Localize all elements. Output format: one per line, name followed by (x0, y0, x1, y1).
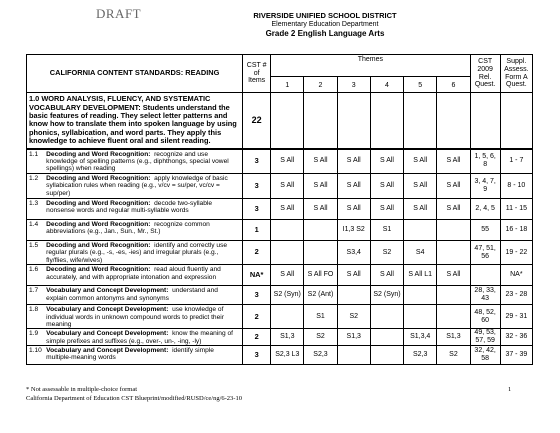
theme-cell: S All (271, 149, 304, 174)
suppl-assess-questions: NA* (500, 265, 532, 286)
table-header-row (27, 55, 533, 77)
theme-cell (271, 305, 304, 329)
theme-cell: S All (271, 265, 304, 286)
theme-cell (437, 286, 470, 305)
standards-table (26, 54, 533, 365)
empty-cell (271, 93, 304, 149)
standard-id: 1.9 (27, 329, 45, 346)
course-title: Grade 2 English Language Arts (265, 28, 385, 38)
suppl-assess-questions: 23 - 28 (500, 286, 532, 305)
theme-cell: S All (271, 199, 304, 220)
cst-item-count: 2 (243, 241, 271, 265)
theme-number: 2 (304, 77, 337, 93)
section-item-count: 22 (243, 93, 271, 149)
empty-cell (304, 93, 337, 149)
suppl-assess-questions: 29 - 31 (500, 305, 532, 329)
empty-cell (404, 93, 437, 149)
standard-text: know the meaning of simple prefixes and suffixes (e.g., over-, un-, -ing, -ly) (46, 330, 233, 345)
standard-row (27, 241, 533, 265)
theme-cell: S All (437, 149, 470, 174)
theme-cell: S All (271, 174, 304, 199)
empty-cell (437, 93, 470, 149)
cst-item-count: 3 (243, 346, 271, 365)
theme-cell (370, 329, 403, 346)
theme-cell: S2,3 (404, 346, 437, 365)
standard-row (27, 329, 533, 346)
theme-cell: S All L1 (404, 265, 437, 286)
standard-id: 1.3 (27, 199, 45, 220)
theme-cell (404, 220, 437, 241)
standard-row (27, 199, 533, 220)
cst-items-header: CST # of Items (243, 55, 271, 93)
cst-2009-questions: 28, 33, 43 (470, 286, 500, 305)
standard-strand: Vocabulary and Concept Development: (46, 306, 169, 314)
standard-strand: Vocabulary and Concept Development: (46, 287, 169, 295)
suppl-assess-questions: 11 - 15 (500, 199, 532, 220)
theme-number: 1 (271, 77, 304, 93)
empty-cell (370, 93, 403, 149)
standard-description (44, 329, 242, 346)
table-title: CALIFORNIA CONTENT STANDARDS: READING (27, 55, 243, 93)
cst-2009-questions: 32, 42, 58 (470, 346, 500, 365)
standard-id: 1.1 (27, 149, 45, 174)
theme-cell: S2 (Ant) (304, 286, 337, 305)
standard-text: decode two-syllable nonsense words and regular multi-syllable words (46, 200, 213, 215)
district-name: RIVERSIDE UNIFIED SCHOOL DISTRICT (253, 11, 397, 20)
theme-cell (337, 286, 370, 305)
footer-source: California Department of Education CST Blueprint/modified/RUSD/ce/ng/6-23-10 (26, 395, 242, 402)
standard-text: identify simple multiple-meaning words (46, 347, 214, 362)
draft-watermark: DRAFT (96, 6, 142, 21)
standard-description (44, 346, 242, 365)
theme-cell: S2 (370, 241, 403, 265)
theme-cell: S All FO (304, 265, 337, 286)
theme-cell (370, 305, 403, 329)
cst-2009-questions: 49, 53, 57, 59 (470, 329, 500, 346)
theme-cell: S All (404, 174, 437, 199)
cst-item-count: 3 (243, 149, 271, 174)
page-number: 1 (508, 386, 512, 393)
theme-cell: S All (437, 199, 470, 220)
theme-cell (271, 220, 304, 241)
standard-row (27, 149, 533, 174)
standard-description (44, 220, 242, 241)
cst-2009-header: CST 2009 Rel. Quest. (470, 55, 500, 93)
theme-cell: S1,3,4 (404, 329, 437, 346)
standard-row (27, 220, 533, 241)
department-name: Elementary Education Department (271, 20, 379, 28)
theme-number: 4 (370, 77, 403, 93)
standard-row (27, 346, 533, 365)
theme-cell: I1,3 S2 (337, 220, 370, 241)
cst-item-count: NA* (243, 265, 271, 286)
cst-2009-questions: 47, 51, 56 (470, 241, 500, 265)
theme-number: 6 (437, 77, 470, 93)
standard-description (44, 305, 242, 329)
suppl-assess-questions: 37 - 39 (500, 346, 532, 365)
standard-description (44, 149, 242, 174)
standard-strand: Decoding and Word Recognition: (46, 175, 151, 182)
suppl-assess-questions: 1 - 7 (500, 149, 532, 174)
suppl-assess-questions: 8 - 10 (500, 174, 532, 199)
empty-cell (470, 93, 500, 149)
empty-cell (337, 93, 370, 149)
theme-cell: S All (337, 174, 370, 199)
standard-row (27, 174, 533, 199)
standard-row (27, 286, 533, 305)
standard-row (27, 305, 533, 329)
cst-2009-questions: 2, 4, 5 (470, 199, 500, 220)
cst-item-count: 3 (243, 286, 271, 305)
theme-cell (404, 286, 437, 305)
standard-strand: Vocabulary and Concept Development: (46, 330, 169, 338)
theme-cell (437, 241, 470, 265)
standard-id: 1.8 (27, 305, 45, 329)
cst-item-count: 2 (243, 329, 271, 346)
theme-cell: S All (337, 265, 370, 286)
standard-text: identify and correctly use regular plurals (e.g., -s, -es, -ies) and irregular plurals (e.g., fly/flies, wife/wives) (46, 242, 228, 264)
theme-number: 3 (337, 77, 370, 93)
standard-text: recognize and use knowledge of spelling patterns (e.g., diphthongs, special vowel spellings) when reading (46, 150, 229, 173)
theme-cell (304, 220, 337, 241)
standard-text: understand and explain common antonyms and synonyms (46, 287, 218, 302)
theme-cell (271, 241, 304, 265)
standard-text: apply knowledge of basic syllabication rules when reading (e.g., v/cv = su/per, vc/cv = sup/per) (46, 175, 228, 197)
standard-description (44, 241, 242, 265)
standard-strand: Decoding and Word Recognition: (46, 150, 151, 158)
theme-cell (304, 241, 337, 265)
standard-strand: Vocabulary and Concept Development: (46, 347, 169, 354)
standard-strand: Decoding and Word Recognition: (46, 221, 151, 228)
theme-cell: S2 (Syn) (370, 286, 403, 305)
standard-description (44, 286, 242, 305)
theme-cell: S1 (370, 220, 403, 241)
cst-2009-questions: 3, 4, 7, 9 (470, 174, 500, 199)
theme-cell: S1,3 (437, 329, 470, 346)
standard-id: 1.10 (27, 346, 45, 365)
cst-item-count: 2 (243, 305, 271, 329)
theme-cell: S All (437, 174, 470, 199)
standard-strand: Decoding and Word Recognition: (46, 200, 151, 207)
standard-description (44, 265, 242, 286)
theme-cell: S2 (437, 346, 470, 365)
standard-text: use knowledge of individual words in unknown compound words to predict their meaning (46, 306, 224, 328)
cst-2009-questions: 1, 5, 6, 8 (470, 149, 500, 174)
theme-cell (437, 305, 470, 329)
suppl-assess-header: Suppl. Assess. Form A Quest. (500, 55, 532, 93)
cst-2009-questions: 55 (470, 220, 500, 241)
themes-header: Themes (271, 55, 470, 77)
standard-row (27, 265, 533, 286)
suppl-assess-questions: 19 - 22 (500, 241, 532, 265)
theme-cell (337, 346, 370, 365)
theme-cell (437, 220, 470, 241)
standard-description (44, 174, 242, 199)
standard-strand: Decoding and Word Recognition: (46, 242, 151, 249)
theme-cell: S All (370, 174, 403, 199)
theme-cell: S2 (304, 329, 337, 346)
theme-cell: S All (337, 149, 370, 174)
standard-id: 1.7 (27, 286, 45, 305)
cst-item-count: 1 (243, 220, 271, 241)
footnote: * Not assessable in multiple-choice format (26, 386, 138, 393)
theme-cell: S All (437, 265, 470, 286)
standard-id: 1.6 (27, 265, 45, 286)
document-header (200, 12, 450, 38)
theme-cell: S All (304, 149, 337, 174)
standard-strand: Decoding and Word Recognition: (46, 266, 151, 274)
theme-cell: S All (337, 199, 370, 220)
cst-2009-questions (470, 265, 500, 286)
standard-description (44, 199, 242, 220)
theme-cell: S4 (404, 241, 437, 265)
standard-text: recognize common abbreviations (e.g., Jan., Sun., Mr., St.) (46, 221, 210, 236)
theme-cell: S All (304, 199, 337, 220)
standard-id: 1.2 (27, 174, 45, 199)
cst-2009-questions: 48, 52, 60 (470, 305, 500, 329)
theme-cell: S3,4 (337, 241, 370, 265)
theme-cell: S All (404, 149, 437, 174)
suppl-assess-questions: 32 - 36 (500, 329, 532, 346)
cst-item-count: 3 (243, 174, 271, 199)
theme-cell: S All (370, 149, 403, 174)
theme-cell: S2 (Syn) (271, 286, 304, 305)
suppl-assess-questions: 16 - 18 (500, 220, 532, 241)
cst-item-count: 3 (243, 199, 271, 220)
theme-cell: S All (404, 199, 437, 220)
theme-number: 5 (404, 77, 437, 93)
standard-id: 1.5 (27, 241, 45, 265)
theme-cell: S2,3 L3 (271, 346, 304, 365)
standard-text: read aloud fluently and accurately, and with appropriate intonation and expression (46, 266, 221, 281)
section-row (27, 93, 533, 149)
theme-cell (404, 305, 437, 329)
theme-cell: S1,3 (271, 329, 304, 346)
theme-cell: S2 (337, 305, 370, 329)
theme-cell: S2,3 (304, 346, 337, 365)
theme-cell: S1,3 (337, 329, 370, 346)
theme-cell: S All (370, 265, 403, 286)
standard-id: 1.4 (27, 220, 45, 241)
theme-cell: S All (304, 174, 337, 199)
theme-cell: S1 (304, 305, 337, 329)
theme-cell (370, 346, 403, 365)
theme-cell: S All (370, 199, 403, 220)
empty-cell (500, 93, 532, 149)
section-description: 1.0 WORD ANALYSIS, FLUENCY, AND SYSTEMATIC VOCABULARY DEVELOPMENT: Students understand the basic features of reading. They select letter patterns and know how to translate them into spoken language by using phonics, syllabication, and word parts. They apply this knowledge to achieve fluent oral and silent reading. (27, 93, 243, 149)
